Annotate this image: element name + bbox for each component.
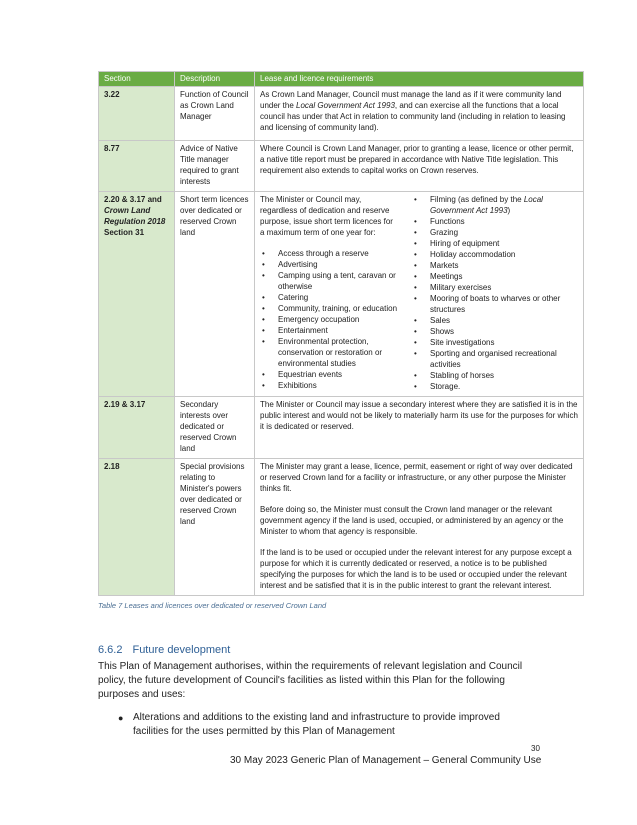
list-item: • Access through a reserve [260,248,398,259]
list-item: • Equestrian events [260,369,398,380]
section-cell: 8.77 [99,141,175,192]
list-item: • Community, training, or education [260,303,398,314]
list-item: • Sporting and organised recreational activities [412,348,578,370]
header-description: Description [175,72,255,87]
list-item: • Storage. [412,381,578,392]
licence-list-right [404,194,578,392]
list-item: • Advertising [260,259,398,270]
list-item: • Shows [412,326,578,337]
description-cell: Advice of Native Title manager required to grant interests [175,141,255,192]
list-item: • Grazing [412,227,578,238]
description-cell: Function of Council as Crown Land Manager [175,87,255,141]
list-item: • Emergency occupation [260,314,398,325]
section-cell: 2.18 [99,459,175,596]
requirements-cell [255,459,584,596]
requirements-cell: As Crown Land Manager, Council must manage the land as if it were community land under the Local Government Act 1993, and can exercise all the functions that a local council has under that Act in relation to community land (including in relation to leasing and licensing of community land). [255,87,584,141]
page-footer: 30 May 2023 Generic Plan of Management – General Community Use [230,755,542,766]
table-caption: Table 7 Leases and licences over dedicated or reserved Crown Land [98,601,327,610]
description-cell: Short term licences over dedicated or reserved Crown land [175,192,255,397]
list-item: • Sales [412,315,578,326]
list-item: • Hiring of equipment [412,238,578,249]
licence-purposes-list-left [260,248,398,391]
list-item: • Environmental protection, conservation or restoration or environmental studies [260,336,398,369]
requirements-paragraph: The Minister may grant a lease, licence, permit, easement or right of way over dedicated or reserved Crown land for a facility or infrastructure, or any other purpose the Minister thinks fit. [260,462,573,493]
leases-licences-table [98,71,584,596]
bullet-icon: ● [118,713,124,723]
section-paragraph: This Plan of Management authorises, within the requirements of relevant legislation and Council policy, the future development of Council's facilities as listed within this Plan for the following purposes and uses: [98,661,523,700]
licence-purposes-list-right [412,194,578,216]
page-number: 30 [531,744,540,753]
table-row [99,397,584,459]
requirements-cell: The Minister or Council may issue a secondary interest where they are satisfied it is in the public interest and would not be likely to materially harm its use for the purposes for which it is dedicated or reserved. [255,397,584,459]
table-row [99,87,584,141]
list-item: • Military exercises [412,282,578,293]
list-item: • Filming (as defined by the Local Government Act 1993) [412,194,578,216]
list-item: • Mooring of boats to wharves or other structures [412,293,578,315]
list-item: • Exhibitions [260,380,398,391]
licence-purposes-list-right-more [412,216,578,392]
list-item: • Catering [260,292,398,303]
section-cell: 3.22 [99,87,175,141]
section-title: Future development [132,644,231,656]
description-cell: Special provisions relating to Minister's powers over dedicated or reserved Crown land [175,459,255,596]
list-item: • Camping using a tent, caravan or otherwise [260,270,398,292]
list-item: • Stabling of horses [412,370,578,381]
section-number: 6.6.2 [98,644,123,656]
description-cell: Secondary interests over dedicated or reserved Crown land [175,397,255,459]
table-header-row [99,72,584,87]
header-section: Section [99,72,175,87]
requirements-paragraph: If the land is to be used or occupied under the relevant interest for any purpose except a purpose for which it is currently dedicated or reserved, a notice is to be published specifying the purposes for which the land is to be used or occupied under the relevant interest and be satisfied that it is in the public interest to grant the relevant interest. [260,548,572,590]
requirements-cell: Where Council is Crown Land Manager, prior to granting a lease, licence or other permit, a native title report must be prepared in accordance with Native Title legislation. This requirement also extends to capital works on Crown reserves. [255,141,584,192]
bullet-text: Alterations and additions to the existing land and infrastructure to provide improved facilities for the uses permitted by this Plan of Management [133,712,500,737]
list-item [118,711,518,739]
requirements-paragraph: Before doing so, the Minister must consult the Crown land manager or the relevant government agency if the land is used, occupied, or administered by an agency or the Minister to whom that agency is responsible. [260,505,564,536]
section-heading [98,644,230,656]
list-item: • Meetings [412,271,578,282]
section-cell: 2.20 & 3.17 and Crown Land Regulation 2018 Section 31 [99,192,175,397]
header-requirements: Lease and licence requirements [255,72,584,87]
list-item: • Markets [412,260,578,271]
table-row [99,192,584,397]
table-row [99,459,584,596]
licence-list-left [260,194,404,392]
list-item: • Site investigations [412,337,578,348]
list-item: • Functions [412,216,578,227]
table-row [99,141,584,192]
section-cell: 2.19 & 3.17 [99,397,175,459]
licence-intro: The Minister or Council may, regardless of dedication and reserve purpose, issue short term licences for a maximum term of one year for: [260,195,393,237]
list-item: • Entertainment [260,325,398,336]
list-item: • Holiday accommodation [412,249,578,260]
requirements-cell [255,192,584,397]
